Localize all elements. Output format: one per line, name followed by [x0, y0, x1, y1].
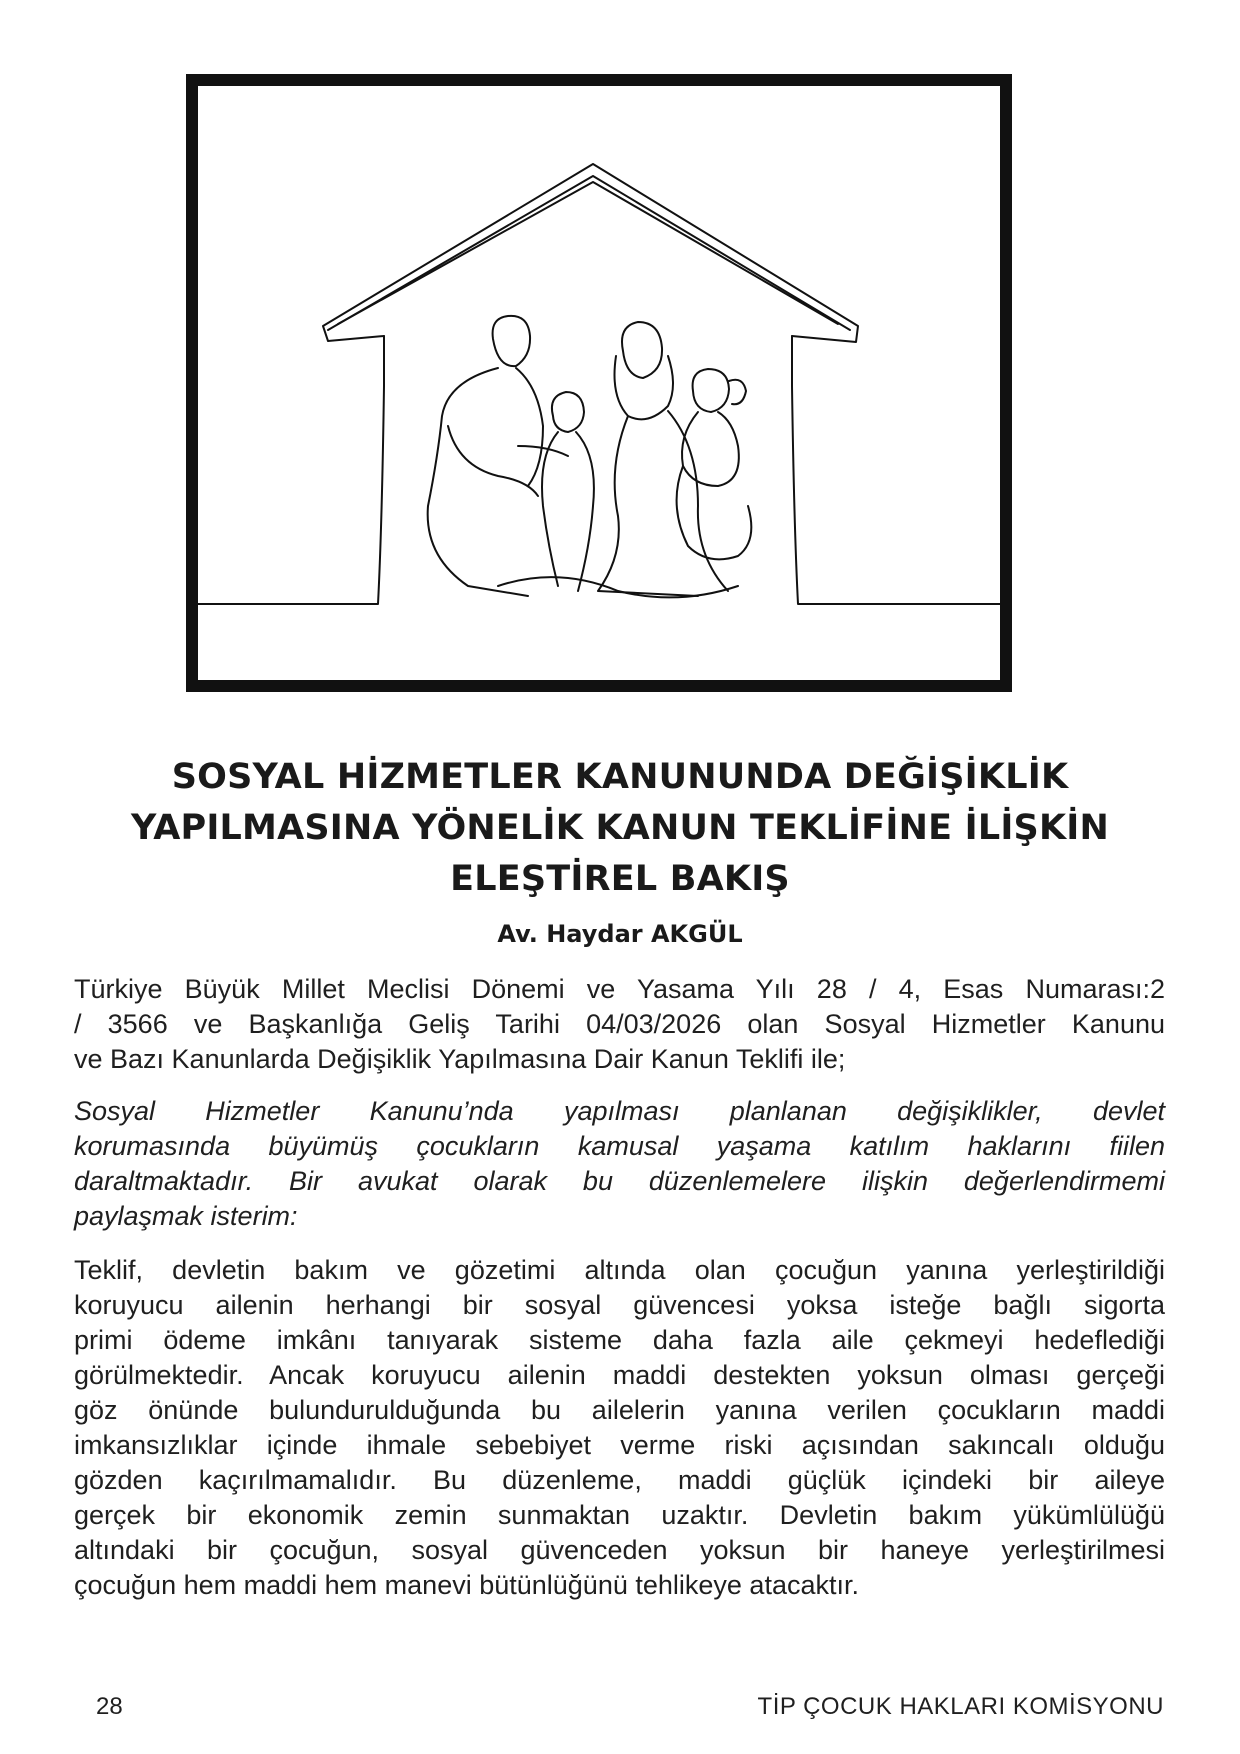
- intro-line-1: Türkiye Büyük Millet Meclisi Dönemi ve Yasama Yılı 28 / 4, Esas Numarası:2: [74, 974, 1165, 1004]
- body-line-3: primi ödeme imkânı tanıyarak sisteme daha fazla aile çekmeyi hedeflediği: [74, 1325, 1165, 1355]
- body-line-2: koruyucu ailenin herhangi bir sosyal güvencesi yoksa isteğe bağlı sigorta: [74, 1290, 1165, 1320]
- house-family-illustration: [186, 74, 1012, 692]
- article-title-line-2: YAPILMASINA YÖNELİK KANUN TEKLİFİNE İLİŞKİN: [131, 808, 1109, 848]
- intro-paragraph: [74, 972, 1165, 1077]
- body-line-5: göz önünde bulundurulduğunda bu ailelerin yanına verilen çocukların maddi: [74, 1395, 1165, 1425]
- body-line-8: gerçek bir ekonomik zemin sunmaktan uzaktır. Devletin bakım yükümlülüğü: [74, 1500, 1165, 1530]
- intro-line-3: ve Bazı Kanunlarda Değişiklik Yapılmasına Dair Kanun Teklifi ile;: [74, 1044, 846, 1074]
- italic-line-2: korumasında büyümüş çocukların kamusal yaşama katılım haklarını fiilen: [74, 1131, 1165, 1161]
- footer-publication: TİP ÇOCUK HAKLARI KOMİSYONU: [757, 1693, 1164, 1720]
- body-paragraph: [74, 1253, 1165, 1603]
- page-number: 28: [96, 1693, 123, 1720]
- family-house-line-drawing-icon: [198, 86, 1000, 680]
- body-line-7: gözden kaçırılmamalıdır. Bu düzenleme, maddi güçlük içindeki bir aileye: [74, 1465, 1165, 1495]
- article-title: [70, 752, 1170, 905]
- italic-paragraph: [74, 1094, 1165, 1234]
- italic-line-1: Sosyal Hizmetler Kanunu’nda yapılması planlanan değişiklikler, devlet: [74, 1096, 1165, 1126]
- body-line-4: görülmektedir. Ancak koruyucu ailenin maddi destekten yoksun olması gerçeği: [74, 1360, 1165, 1390]
- italic-line-3: daraltmaktadır. Bir avukat olarak bu düzenlemelere ilişkin değerlendirmemi: [74, 1166, 1165, 1196]
- article-author: Av. Haydar AKGÜL: [497, 920, 743, 948]
- body-line-1: Teklif, devletin bakım ve gözetimi altında olan çocuğun yanına yerleştirildiği: [74, 1255, 1165, 1285]
- body-line-10: çocuğun hem maddi hem manevi bütünlüğünü tehlikeye atacaktır.: [74, 1570, 859, 1600]
- body-line-6: imkansızlıklar içinde ihmale sebebiyet verme riski açısından sakıncalı olduğu: [74, 1430, 1165, 1460]
- article-title-line-1: SOSYAL HİZMETLER KANUNUNDA DEĞİŞİKLİK: [171, 757, 1069, 797]
- intro-line-2: / 3566 ve Başkanlığa Geliş Tarihi 04/03/2026 olan Sosyal Hizmetler Kanunu: [74, 1009, 1165, 1039]
- article-title-line-3: ELEŞTİREL BAKIŞ: [450, 859, 790, 899]
- italic-line-4: paylaşmak isterim:: [74, 1201, 298, 1231]
- body-line-9: altındaki bir çocuğun, sosyal güvenceden yoksun bir haneye yerleştirilmesi: [74, 1535, 1165, 1565]
